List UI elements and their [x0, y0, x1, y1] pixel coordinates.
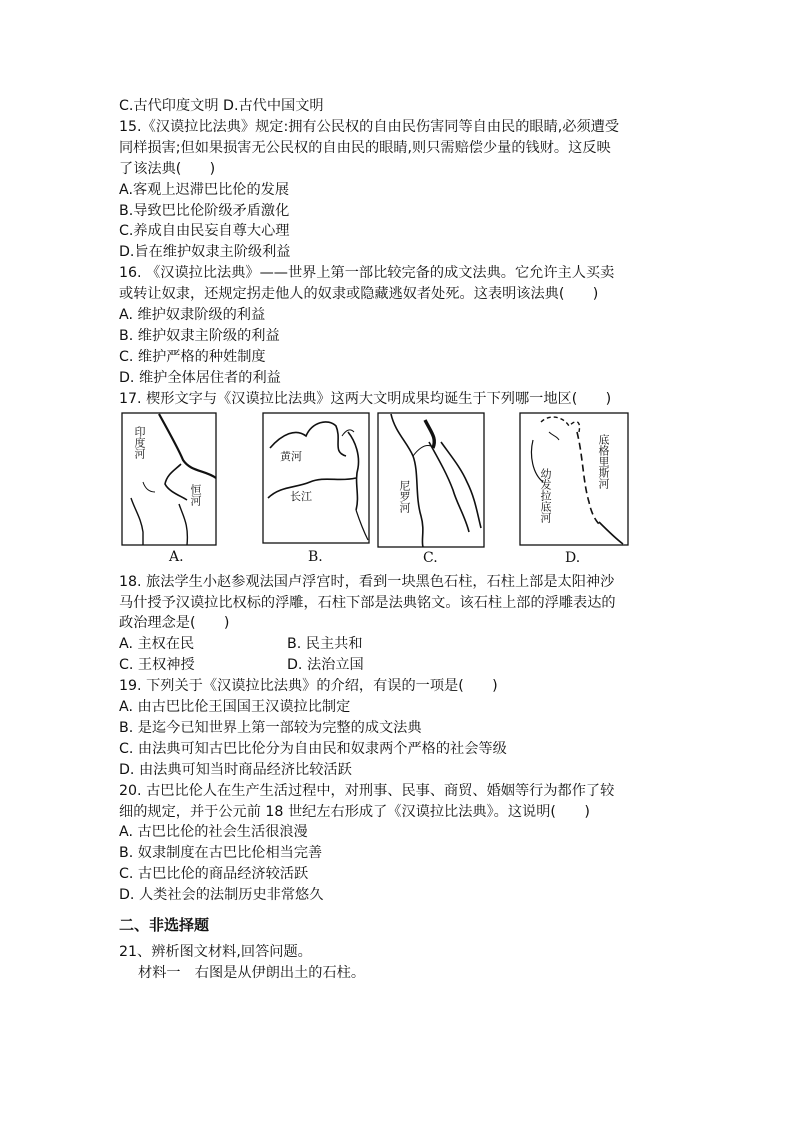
q17-stem: 17. 楔形文字与《汉谟拉比法典》这两大文明成果均诞生于下列哪一地区( ) — [119, 390, 612, 407]
map-d-label-tigris: 底格里斯河 — [597, 433, 610, 489]
q18-options-row1 — [119, 634, 679, 655]
q16-option-c: C. 维护严格的种姓制度 — [119, 348, 266, 365]
q18-option-b: B. 民主共和 — [287, 636, 363, 653]
map-d-figure — [519, 412, 629, 546]
q21-material1: 材料一 右图是从伊朗出土的石柱。 — [138, 965, 366, 981]
q19-option-b: B. 是迄今已知世界上第一部较为完整的成文法典 — [119, 719, 422, 736]
q19-option-d: D. 由法典可知当时商品经济比较活跃 — [119, 761, 352, 778]
q15-stem-line1: 15.《汉谟拉比法典》规定:拥有公民权的自由民伤害同等自由民的眼睛,必须遭受 — [119, 118, 620, 135]
q15-option-a: A.客观上迟滞巴比伦的发展 — [119, 181, 290, 198]
exam-page — [119, 96, 679, 984]
q20-stem-line1: 20. 古巴比伦人在生产生活过程中，对刑事、民事、商贸、婚姻等行为都作了较 — [119, 782, 615, 799]
q21-stem: 21、辨析图文材料,回答问题。 — [119, 944, 312, 961]
map-a — [121, 412, 217, 565]
q14-options-cd: C.古代印度文明 D.古代中国文明 — [119, 98, 324, 114]
q18-stem-line2: 马什授予汉谟拉比权标的浮雕，石柱下部是法典铭文。该石柱上部的浮雕表达的 — [119, 594, 616, 611]
q20-option-d: D. 人类社会的法制历史非常悠久 — [119, 887, 324, 904]
q18-stem-line3: 政治理念是( ) — [119, 615, 230, 632]
map-c-figure — [377, 412, 485, 548]
q15-stem-line2: 同样损害;但如果损害无公民权的自由民的眼睛,则只需赔偿少量的钱财。这反映 — [119, 139, 611, 156]
map-b — [262, 412, 370, 565]
q19-stem: 19. 下列关于《汉谟拉比法典》的介绍，有误的一项是( ) — [119, 678, 498, 695]
map-a-label-ganges: 恒河 — [189, 483, 202, 506]
q16-option-b: B. 维护奴隶主阶级的利益 — [119, 327, 280, 344]
map-b-label-yangtze: 长江 — [290, 489, 312, 503]
q17-map-options — [119, 412, 679, 566]
map-d — [519, 412, 629, 566]
q16-stem-line2: 或转让奴隶，还规定拐走他人的奴隶或隐藏逃奴者处死。这表明该法典( ) — [119, 286, 599, 303]
q19-option-c: C. 由法典可知古巴比伦分为自由民和奴隶两个严格的社会等级 — [119, 740, 507, 757]
map-c-caption: C. — [423, 549, 438, 566]
map-a-label-indus: 印度河 — [133, 425, 146, 459]
map-c — [377, 412, 485, 566]
q15-option-b: B.导致巴比伦阶级矛盾激化 — [119, 202, 290, 219]
q20-option-b: B. 奴隶制度在古巴比伦相当完善 — [119, 845, 323, 862]
q15-option-d: D.旨在维护奴隶主阶级利益 — [119, 244, 291, 261]
q19-option-a: A. 由古巴比伦王国国王汉谟拉比制定 — [119, 699, 351, 716]
section-heading-non-choice: 二、非选择题 — [119, 916, 210, 935]
q16-option-d: D. 维护全体居住者的利益 — [119, 369, 281, 386]
q16-stem-line1: 16. 《汉谟拉比法典》——世界上第一部比较完备的成文法典。它允许主人买卖 — [119, 265, 615, 282]
q16-option-a: A. 维护奴隶阶级的利益 — [119, 307, 266, 324]
map-a-caption: A. — [169, 548, 184, 565]
q20-stem-line2: 细的规定，并于公元前 18 世纪左右形成了《汉谟拉比法典》。这说明( ) — [119, 803, 590, 820]
map-d-label-euphrates: 幼发拉底河 — [539, 467, 552, 523]
map-b-figure — [262, 412, 370, 544]
map-b-caption: B. — [308, 548, 323, 565]
q18-options-row2 — [119, 655, 679, 676]
map-b-label-yellow-river: 黄河 — [280, 449, 302, 463]
q15-option-c: C.养成自由民妄自尊大心理 — [119, 223, 290, 240]
q18-option-a: A. 主权在民 — [119, 636, 195, 653]
q20-option-c: C. 古巴比伦的商品经济较活跃 — [119, 866, 309, 883]
q20-option-a: A. 古巴比伦的社会生活很浪漫 — [119, 824, 308, 841]
q15-stem-line3: 了该法典( ) — [119, 160, 216, 177]
q18-option-d: D. 法治立国 — [287, 657, 364, 674]
map-d-caption: D. — [565, 549, 581, 566]
map-c-label-nile: 尼罗河 — [398, 479, 411, 513]
q18-stem-line1: 18. 旅法学生小赵参观法国卢浮宫时，看到一块黑色石柱，石柱上部是太阳神沙 — [119, 573, 615, 590]
q18-option-c: C. 王权神授 — [119, 657, 195, 674]
